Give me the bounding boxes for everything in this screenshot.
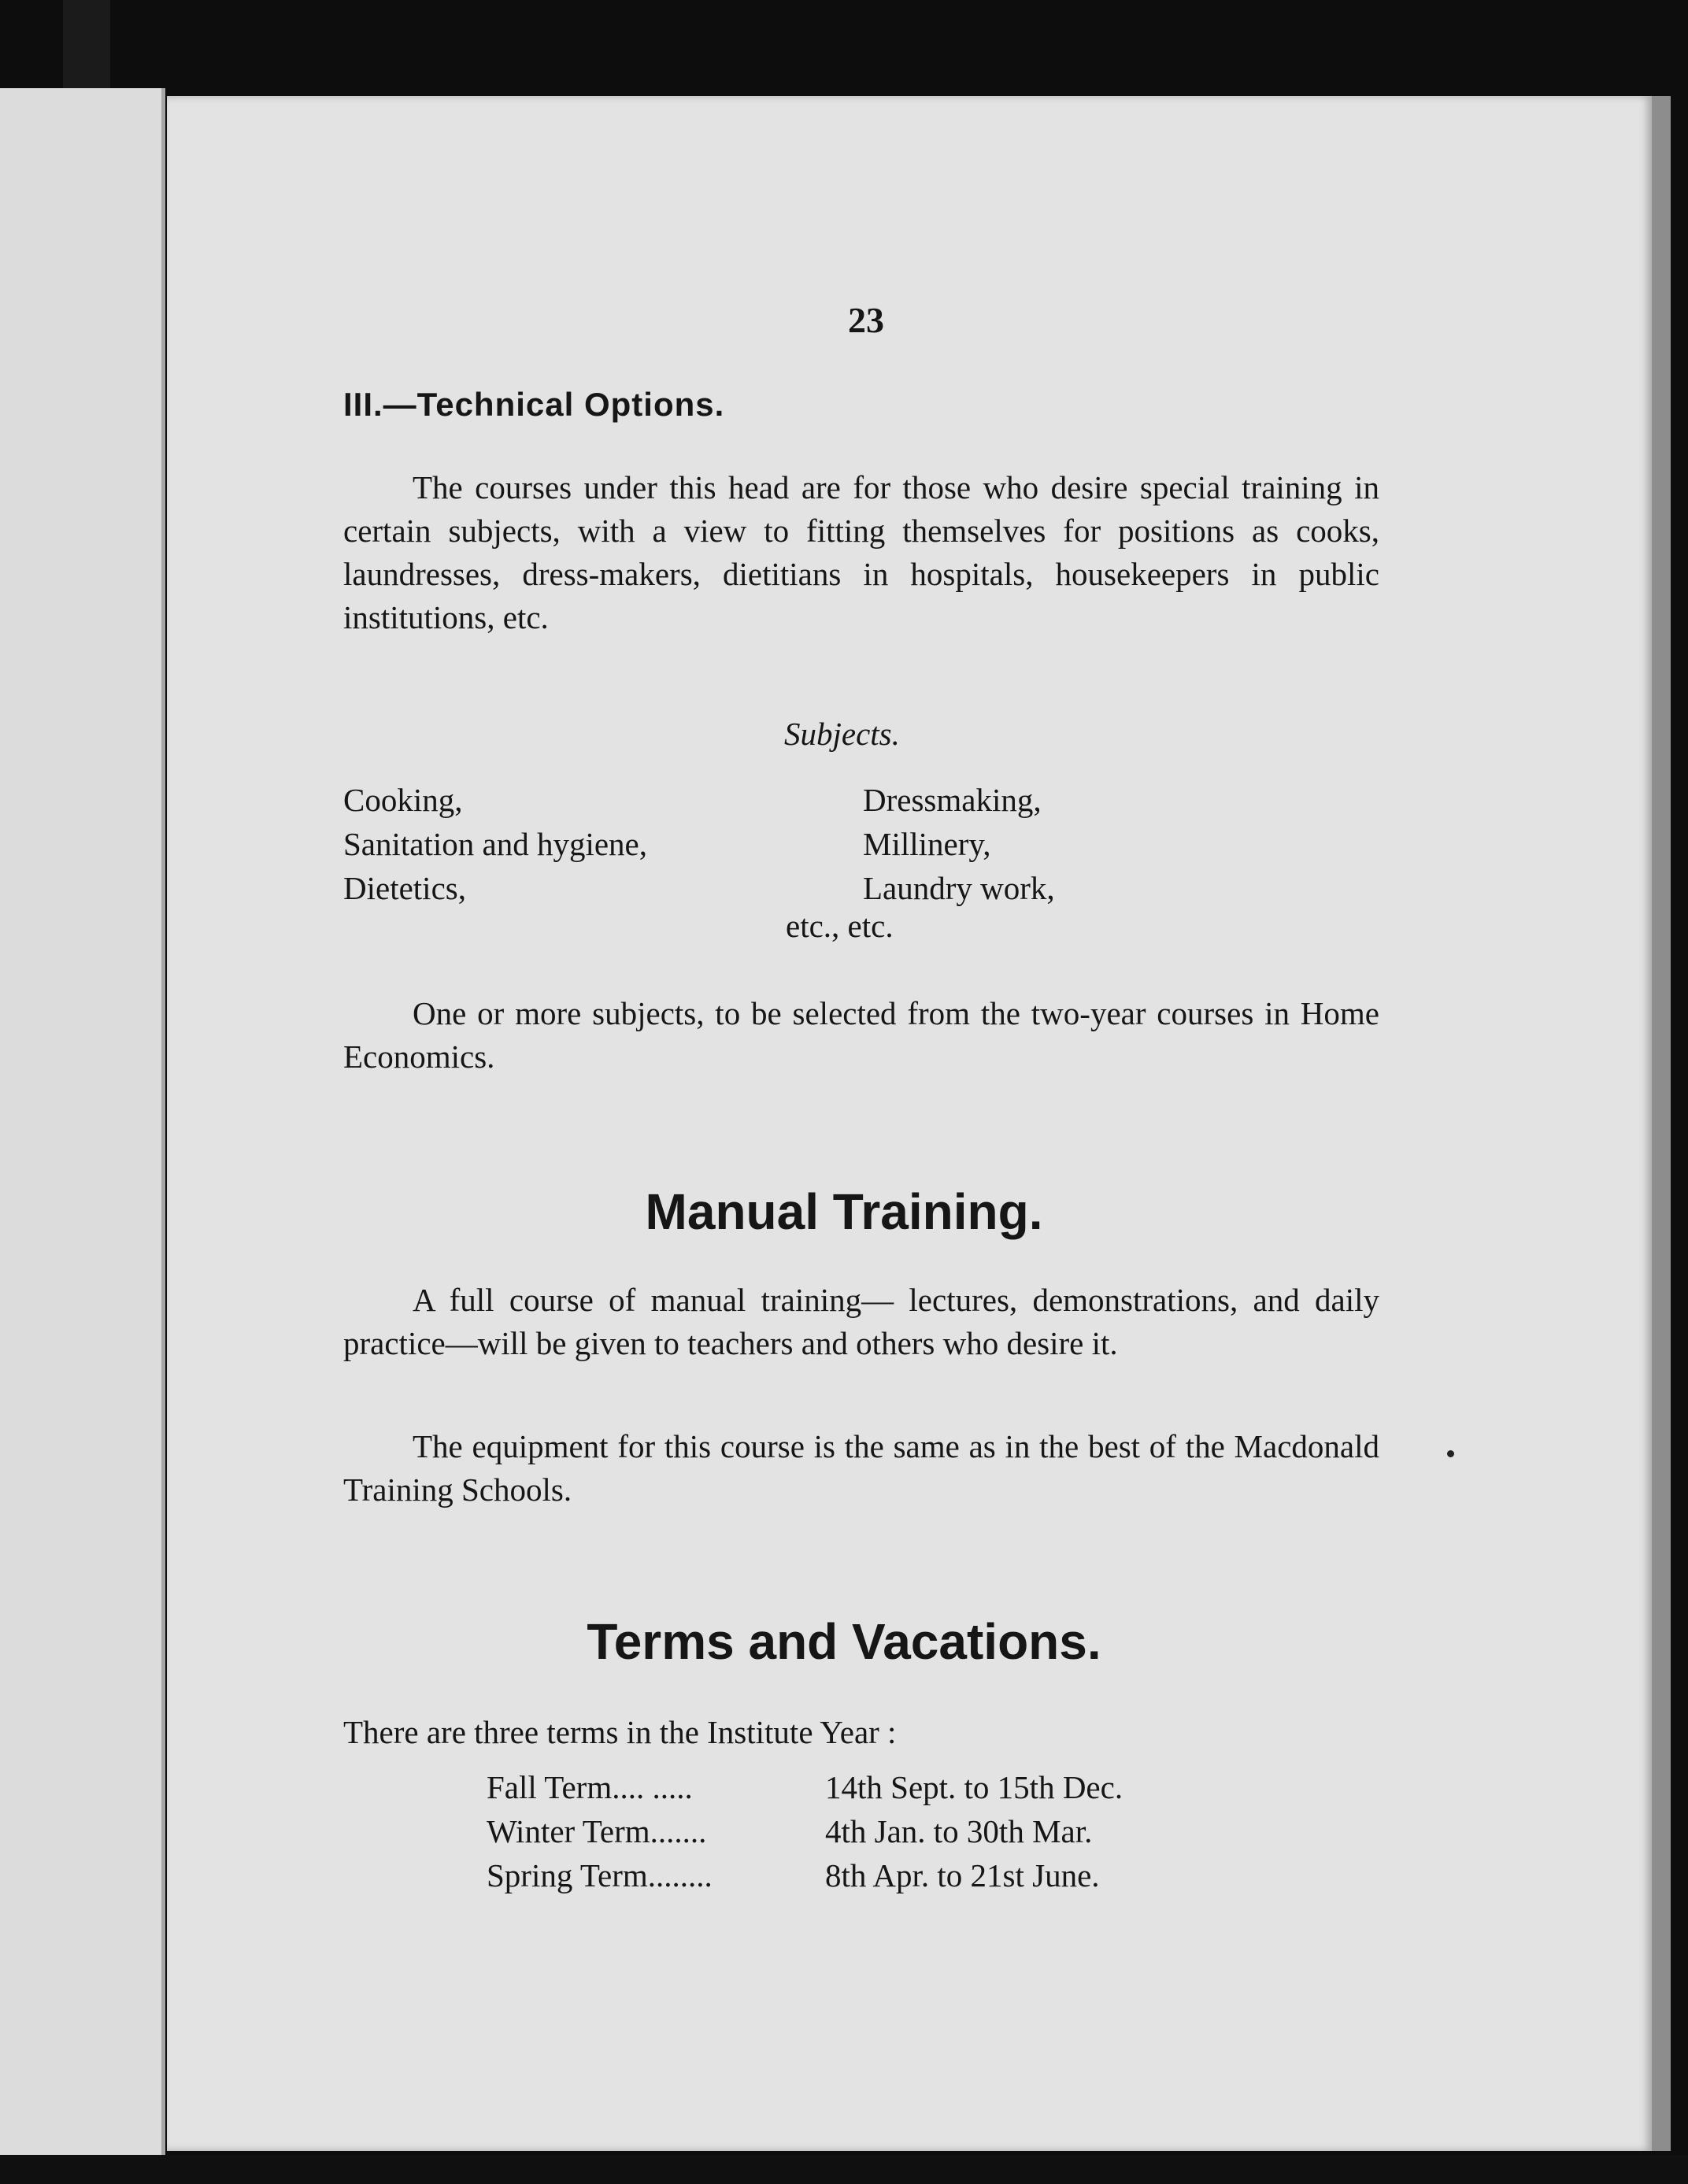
scan-edge-bottom <box>0 2155 1688 2184</box>
subject-item: Sanitation and hygiene, <box>343 826 647 862</box>
subjects-list-right <box>863 778 1055 910</box>
term-row <box>487 1768 1123 1812</box>
terms-table <box>487 1768 1123 1901</box>
subject-item: Laundry work, <box>863 870 1055 906</box>
facing-page-edge <box>0 88 165 2155</box>
term-name: Winter Term....... <box>487 1813 707 1849</box>
technical-options-paragraph <box>343 466 1379 639</box>
subjects-etc: etc., etc. <box>786 908 894 944</box>
manual-training-text-2: The equipment for this course is the same as in the best of the Macdonald Training Schools. <box>343 1428 1379 1508</box>
term-name: Spring Term........ <box>487 1857 713 1893</box>
subject-item: Dressmaking, <box>863 782 1042 818</box>
term-row <box>487 1856 1123 1901</box>
scan-edge-tab <box>63 0 110 88</box>
technical-options-closing <box>343 992 1379 1079</box>
page-number: 23 <box>848 300 884 340</box>
page-edge-right <box>1652 96 1671 2151</box>
subjects-list-left <box>343 778 647 910</box>
subject-item: Dietetics, <box>343 870 466 906</box>
term-dates: 8th Apr. to 21st June. <box>825 1857 1100 1893</box>
closing-text: One or more subjects, to be selected from the two-year courses in Home Economics. <box>343 995 1379 1075</box>
term-name: Fall Term.... ..... <box>487 1769 693 1805</box>
subject-item: Cooking, <box>343 782 463 818</box>
term-dates: 4th Jan. to 30th Mar. <box>825 1813 1093 1849</box>
ink-speck <box>1447 1450 1454 1457</box>
technical-options-heading: III.—Technical Options. <box>343 386 725 423</box>
term-dates: 14th Sept. to 15th Dec. <box>825 1769 1123 1805</box>
binding-gutter <box>161 88 165 2155</box>
terms-vacations-heading: Terms and Vacations. <box>587 1613 1101 1670</box>
subject-item: Millinery, <box>863 826 991 862</box>
terms-intro: There are three terms in the Institute Year : <box>343 1714 897 1750</box>
manual-training-text-1: A full course of manual training— lectures, demonstrations, and daily practice—will be given to teachers and others who desire it. <box>343 1282 1379 1361</box>
subjects-title: Subjects. <box>784 716 900 752</box>
manual-training-heading: Manual Training. <box>645 1183 1043 1240</box>
term-row <box>487 1812 1123 1856</box>
manual-training-paragraph-2 <box>343 1425 1379 1512</box>
manual-training-paragraph-1 <box>343 1279 1379 1365</box>
technical-options-text: The courses under this head are for those who desire special training in certain subjects, with a view to fitting themselves for positions as cooks, laundresses, dress-makers, dietitians in hospitals, housekeepers in public institutions, etc. <box>343 469 1379 635</box>
